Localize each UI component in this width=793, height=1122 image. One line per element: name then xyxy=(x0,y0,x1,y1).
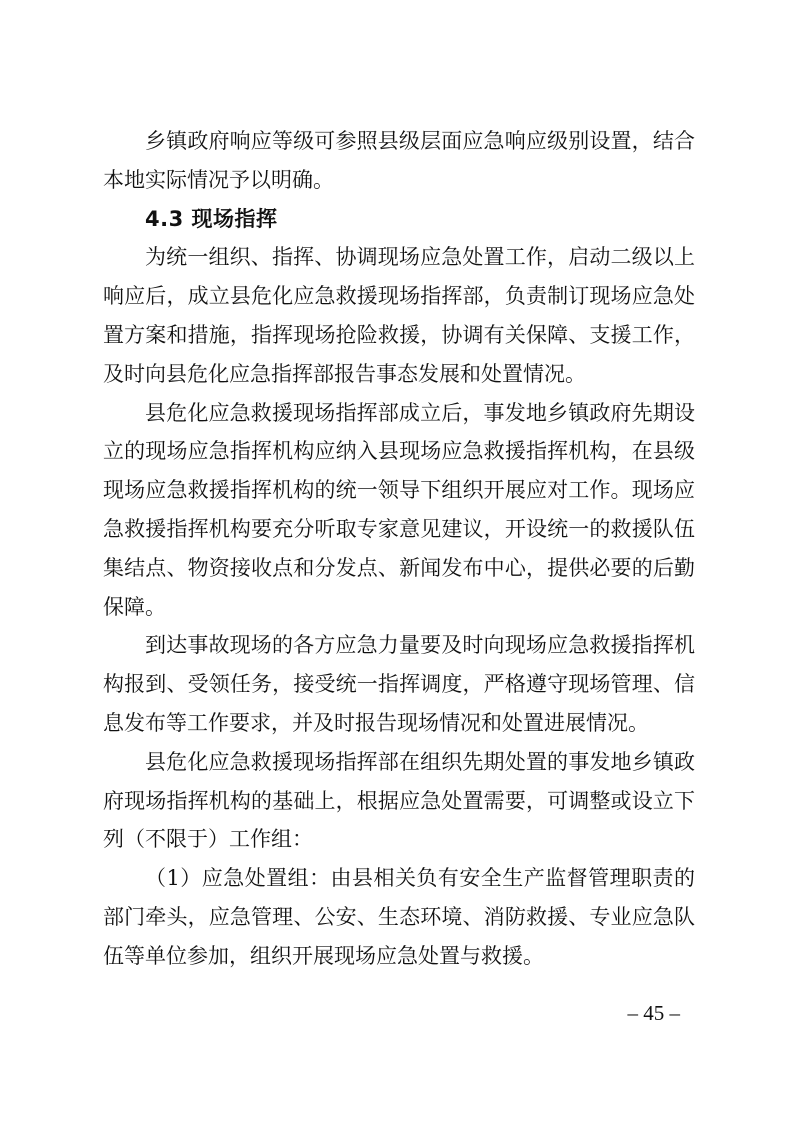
paragraph-emergency-forces-report: 到达事故现场的各方应急力量要及时向现场应急救援指挥机构报到、受领任务，接受统一指挥调度，严格遵守现场管理、信息发布等工作要求，并及时报告现场情况和处置进展情况。 xyxy=(103,633,695,735)
paragraph-working-groups: 县危化应急救援现场指挥部在组织先期处置的事发地乡镇政府现场指挥机构的基础上，根据应急处置需要，可调整或设立下列（不限于）工作组： xyxy=(103,749,695,852)
document-body xyxy=(103,122,695,976)
page-number: – 45 – xyxy=(627,1001,680,1025)
paragraph-emergency-response-group: （1）应急处置组：由县相关负有安全生产监督管理职责的部门牵头，应急管理、公安、生态环境、消防救援、专业应急队伍等单位参加，组织开展现场应急处置与救援。 xyxy=(103,866,695,968)
paragraph-township-response-level: 乡镇政府响应等级可参照县级层面应急响应级别设置，结合本地实际情况予以明确。 xyxy=(103,129,695,192)
section-heading-on-site-command: 4.3 现场指挥 xyxy=(145,206,278,231)
paragraph-unified-command: 为统一组织、指挥、协调现场应急处置工作，启动二级以上响应后，成立县危化应急救援现场指挥部，负责制订现场应急处置方案和措施，指挥现场抢险救援，协调有关保障、支援工作，及时向县危化应急指挥部报告事态发展和处置情况。 xyxy=(103,245,695,386)
paragraph-command-post-established: 县危化应急救援现场指挥部成立后，事发地乡镇政府先期设立的现场应急指挥机构应纳入县现场应急救援指挥机构，在县级现场应急救援指挥机构的统一领导下组织开展应对工作。现场应急救援指挥机构要充分听取专家意见建议，开设统一的救援队伍集结点、物资接收点和分发点、新闻发布中心，提供必要的后勤保障。 xyxy=(103,400,695,619)
